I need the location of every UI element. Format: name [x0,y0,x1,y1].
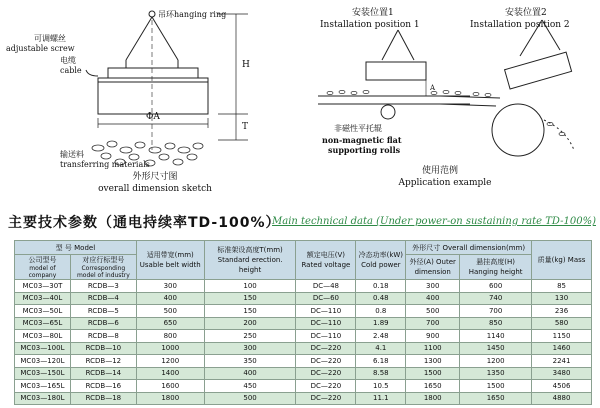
application-caption-en: Application example [398,178,492,188]
industry-model-cell: RCDB—8 [70,330,136,343]
mass-cell: 3480 [532,367,592,380]
table-row [15,330,592,343]
company-model-cell: MC03—100L [15,342,71,355]
roll-en-2: supporting rolls [328,145,401,155]
industry-model-cell: RCDB—10 [70,342,136,355]
dimension-h: H [242,60,250,70]
belt-width-header: 适用带宽(mm) Usable belt width [136,241,204,280]
roll-cn: 非磁性平托辊 [334,124,382,133]
outer-dimension-cell: 500 [406,305,460,318]
hanging-height-header: 悬挂高度(H) Hanging height [460,255,532,280]
company-model-cell: MC03—150L [15,367,71,380]
hanging-height-cell: 740 [460,292,532,305]
belt-width-cell: 1400 [136,367,204,380]
rated-voltage-cell: DC—220 [296,392,356,405]
belt-width-cell: 1600 [136,380,204,393]
outer-dimension-cell: 1650 [406,380,460,393]
hanging-height-cell: 1140 [460,330,532,343]
belt-width-cell: 500 [136,305,204,318]
table-row [15,292,592,305]
belt-width-cell: 800 [136,330,204,343]
model-group-header: 型 号 Model [15,241,137,255]
erection-height-cell: 250 [204,330,296,343]
hanging-height-cell: 1350 [460,367,532,380]
erection-height-cell: 200 [204,317,296,330]
adjustable-screw-cn: 可调螺丝 [34,34,66,43]
company-model-cell: MC03—180L [15,392,71,405]
erection-height-cell: 100 [204,280,296,293]
cold-power-cell: 0.8 [356,305,406,318]
position1-en: Installation position 1 [320,20,420,30]
erection-height-header: 标准架设高度T(mm) Standard erection. height [204,241,296,280]
belt-width-cell: 300 [136,280,204,293]
cold-power-cell: 0.18 [356,280,406,293]
rated-voltage-cell: DC—60 [296,292,356,305]
hanging-ring-label: 吊环hanging ring [158,10,227,19]
transfer-materials-cn: 输送料 [60,150,84,159]
belt-width-cell: 1200 [136,355,204,368]
outer-dimension-header: 外径(A) Outer dimension [406,255,460,280]
company-model-cell: MC03—40L [15,292,71,305]
belt-width-cell: 650 [136,317,204,330]
transfer-materials-en: transferring materials [60,160,150,169]
cold-power-cell: 4.1 [356,342,406,355]
company-model-cell: MC03—65L [15,317,71,330]
belt-width-cell: 1000 [136,342,204,355]
mass-cell: 4506 [532,380,592,393]
industry-model-cell: RCDB—12 [70,355,136,368]
industry-model-cell: RCDB—4 [70,292,136,305]
company-model-cell: MC03—30T [15,280,71,293]
mass-cell: 580 [532,317,592,330]
position1-cn: 安装位置1 [352,8,394,18]
table-row [15,392,592,405]
erection-height-cell: 500 [204,392,296,405]
cable-cn: 电缆 [60,56,76,65]
mass-cell: 130 [532,292,592,305]
hanging-height-cell: 1450 [460,342,532,355]
spec-heading-en: Main technical data (Under power-on sustaining rate TD-100%) [272,216,596,227]
hanging-height-cell: 600 [460,280,532,293]
rated-voltage-cell: DC—220 [296,380,356,393]
table-row [15,280,592,293]
company-model-cell: MC03—165L [15,380,71,393]
dimension-t: T [242,122,249,132]
mass-cell: 236 [532,305,592,318]
adjustable-screw-en: adjustable screw [6,44,75,53]
hanging-height-cell: 700 [460,305,532,318]
rated-voltage-cell: DC—220 [296,342,356,355]
spec-heading-cn: 主要技术参数（通电持续率TD-100%） [8,215,281,231]
erection-height-cell: 400 [204,367,296,380]
erection-height-cell: 350 [204,355,296,368]
rated-voltage-cell: DC—220 [296,355,356,368]
cold-power-cell: 1.89 [356,317,406,330]
erection-height-cell: 450 [204,380,296,393]
position2-cn: 安装位置2 [505,8,547,18]
industry-model-cell: RCDB—3 [70,280,136,293]
erection-height-cell: 300 [204,342,296,355]
cold-power-cell: 2.48 [356,330,406,343]
industry-model-header: 对应行标型号 Corresponding model of industry [70,255,136,280]
position2-en: Installation position 2 [470,20,570,30]
outer-dimension-cell: 700 [406,317,460,330]
erection-height-cell: 150 [204,305,296,318]
label-a: A [430,84,436,92]
voltage-header: 额定电压(V) Rated voltage [296,241,356,280]
cold-power-header: 冷态功率(kW) Cold power [356,241,406,280]
rated-voltage-cell: DC—110 [296,330,356,343]
belt-width-cell: 1800 [136,392,204,405]
outer-dimension-cell: 1100 [406,342,460,355]
outer-dimension-cell: 1800 [406,392,460,405]
dimension-group-header: 外形尺寸 Overall dimension(mm) [406,241,532,255]
industry-model-cell: RCDB—5 [70,305,136,318]
erection-height-cell: 150 [204,292,296,305]
spec-table [14,240,592,405]
application-caption-cn: 使用范例 [421,166,458,176]
table-row [15,305,592,318]
company-model-header: 公司型号 model of company [15,255,71,280]
industry-model-cell: RCDB—18 [70,392,136,405]
spec-heading [4,210,600,234]
hanging-height-cell: 1650 [460,392,532,405]
roll-en-1: non-magnetic flat [322,135,402,145]
cold-power-cell: 11.1 [356,392,406,405]
cable-en: cable [60,66,82,75]
outer-dimension-cell: 900 [406,330,460,343]
table-row [15,317,592,330]
mass-cell: 1150 [532,330,592,343]
sketch-caption-cn: 外形尺寸图 [132,172,178,182]
rated-voltage-cell: DC—48 [296,280,356,293]
outer-dimension-cell: 1300 [406,355,460,368]
mass-cell: 4880 [532,392,592,405]
outer-dimension-cell: 400 [406,292,460,305]
outer-dimension-cell: 1500 [406,367,460,380]
industry-model-cell: RCDB—6 [70,317,136,330]
industry-model-cell: RCDB—16 [70,380,136,393]
mass-cell: 2241 [532,355,592,368]
cold-power-cell: 0.48 [356,292,406,305]
company-model-cell: MC03—120L [15,355,71,368]
outer-dimension-cell: 300 [406,280,460,293]
cold-power-cell: 10.5 [356,380,406,393]
hanging-height-cell: 1500 [460,380,532,393]
industry-model-cell: RCDB—14 [70,367,136,380]
table-row [15,342,592,355]
table-row [15,367,592,380]
spec-table-body [15,280,592,405]
hanging-height-cell: 850 [460,317,532,330]
rated-voltage-cell: DC—110 [296,305,356,318]
rated-voltage-cell: DC—220 [296,367,356,380]
company-model-cell: MC03—50L [15,305,71,318]
table-row [15,380,592,393]
mass-header: 质量(kg) Mass [532,241,592,280]
rated-voltage-cell: DC—110 [296,317,356,330]
belt-width-cell: 400 [136,292,204,305]
sketch-caption-en: overall dimension sketch [98,184,212,194]
company-model-cell: MC03—80L [15,330,71,343]
dimension-a: ΦA [146,112,160,122]
cold-power-cell: 8.58 [356,367,406,380]
table-row [15,355,592,368]
hanging-height-cell: 1200 [460,355,532,368]
mass-cell: 85 [532,280,592,293]
cold-power-cell: 6.18 [356,355,406,368]
mass-cell: 1460 [532,342,592,355]
